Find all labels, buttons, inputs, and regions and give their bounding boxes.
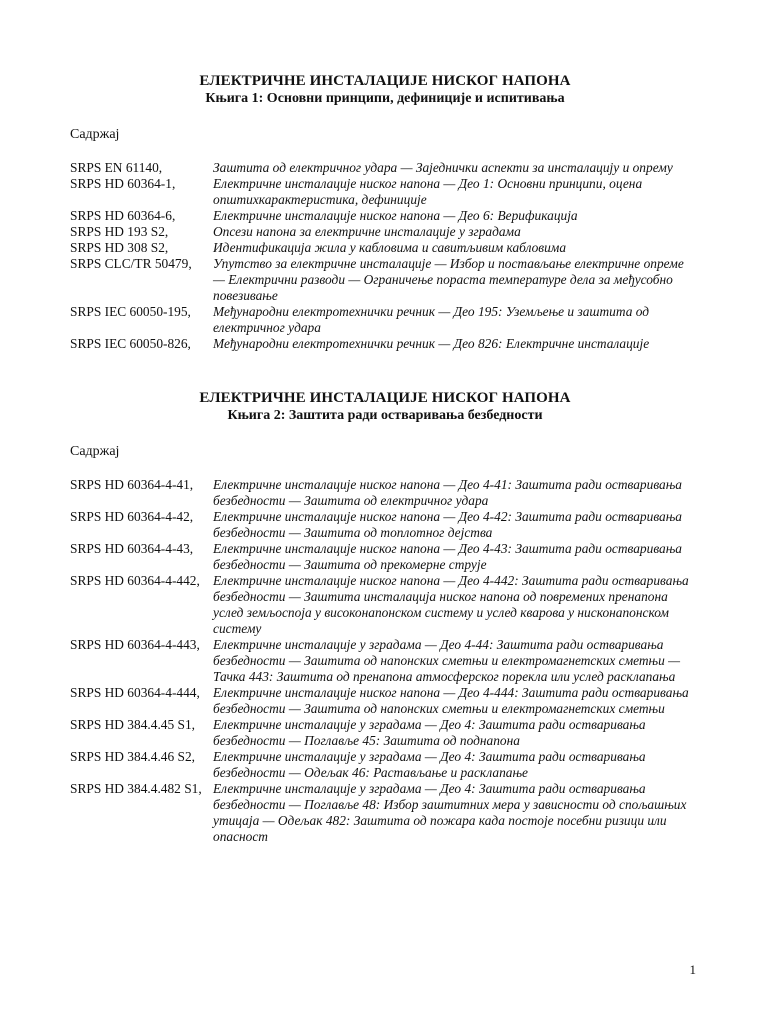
standard-code: SRPS HD 308 S2, [70,240,169,255]
standard-entry [70,256,700,304]
standard-code: SRPS EN 61140, [70,160,163,175]
standard-description: Електричне инсталације у зградама — Део 4: Заштита ради остваривања безбедности — Одељак 46: Растављање и расклапање [213,749,646,780]
standard-entry [70,160,700,176]
standard-description: Електричне инсталације ниског напона — Део 4-41: Заштита ради остваривања безбедности — Заштита од електричног удара [213,477,682,508]
standard-description: Електричне инсталације у зградама — Део 4-44: Заштита ради остваривања безбедности — Заштита од напонских сметњи и електромагнетских сметњи — Тачка 443: Заштита од пренапона атмосферског порекла или услед расклапања [213,637,681,684]
standard-entry [70,573,700,637]
standard-entry [70,477,700,509]
book-2-section [70,389,700,845]
standard-description: Опсези напона за електричне инсталације у зградама [213,224,521,239]
standard-code: SRPS HD 384.4.45 S1, [70,717,196,732]
book-2-subtitle: Књига 2: Заштита ради остваривања безбедности [227,408,543,423]
standard-description: Електричне инсталације ниског напона — Део 1: Основни принципи, оцена општихкарактеристика, дефиниције [213,176,643,207]
standard-description: Упутство за електричне инсталације — Избор и постављање електричне опреме — Електрични разводи — Ограничење пораста температуре дела за међусобно повезивање [213,256,684,303]
standard-code: SRPS HD 384.4.46 S2, [70,749,196,764]
book-2-contents-label: Садржај [70,444,120,459]
standard-entry [70,176,700,208]
standard-entry [70,637,700,685]
standard-entry [70,541,700,573]
book-2-entry-list [70,477,700,845]
standard-entry [70,685,700,717]
standard-description: Електричне инсталације ниског напона — Део 4-444: Заштита ради остваривања безбедности — Заштита од напонских сметњи и електромагнетских сметњи [213,685,689,716]
standard-description: Заштита од електричног удара — Заједнички аспекти за инсталацију и опрему [213,160,673,175]
standard-description: Међународни електротехнички речник — Део 826: Електричне инсталације [213,336,650,351]
standard-description: Електричне инсталације ниског напона — Део 4-43: Заштита ради остваривања безбедности — Заштита од прекомерне струје [213,541,682,572]
book-1-entry-list [70,160,700,352]
page-number: 1 [689,962,696,977]
standard-entry [70,509,700,541]
standard-code: SRPS IEC 60050-826, [70,336,191,351]
standard-entry [70,304,700,336]
standard-entry [70,336,700,352]
standard-description: Електричне инсталације ниског напона — Део 4-42: Заштита ради остваривања безбедности — Заштита од топлотног дејства [213,509,682,540]
standard-code: SRPS HD 60364-4-444, [70,685,200,700]
standard-code: SRPS HD 60364-4-41, [70,477,194,492]
standard-code: SRPS HD 384.4.482 S1, [70,781,202,796]
standard-code: SRPS HD 60364-4-443, [70,637,200,652]
standard-entry [70,749,700,781]
standard-description: Електричне инсталације ниског напона — Део 6: Верификација [213,208,578,223]
standard-code: SRPS HD 60364-6, [70,208,176,223]
standard-entry [70,208,700,224]
standard-code: SRPS HD 193 S2, [70,224,169,239]
standard-description: Електричне инсталације ниског напона — Део 4-442: Заштита ради остваривања безбедности — Заштита инсталација ниског напона од повремених пренапона услед земљоспоја у високонапонском систему и услед кварова у нисконапонском систему [213,573,689,636]
standard-code: SRPS IEC 60050-195, [70,304,191,319]
standard-entry [70,224,700,240]
book-2-title: ЕЛЕКТРИЧНЕ ИНСТАЛАЦИЈЕ НИСКОГ НАПОНА [199,390,571,406]
book-1-section [70,72,700,352]
standard-code: SRPS CLC/TR 50479, [70,256,192,271]
book-1-subtitle: Књига 1: Основни принципи, дефиниције и испитивања [205,91,565,106]
book-1-contents-label: Садржај [70,127,120,142]
standard-description: Електричне инсталације у зградама — Део 4: Заштита ради остваривања безбедности — Поглавље 45: Заштита од поднапона [213,717,646,748]
standard-code: SRPS HD 60364-1, [70,176,176,191]
standard-description: Идентификација жила у кабловима и савитљивим кабловима [213,240,567,255]
standard-code: SRPS HD 60364-4-442, [70,573,200,588]
standard-description: Електричне инсталације у зградама — Део 4: Заштита ради остваривања безбедности — Поглавље 48: Избор заштитних мера у зависности од спољашњих утицаја — Одељак 482: Заштита од пожара када постоје посебни ризици или опасност [213,781,687,844]
standard-description: Међународни електротехнички речник — Део 195: Уземљење и заштита од електричног удара [213,304,650,335]
standard-code: SRPS HD 60364-4-43, [70,541,194,556]
standard-code: SRPS HD 60364-4-42, [70,509,194,524]
standard-entry [70,781,700,845]
standard-entry [70,717,700,749]
standard-entry [70,240,700,256]
book-1-title: ЕЛЕКТРИЧНЕ ИНСТАЛАЦИЈЕ НИСКОГ НАПОНА [199,73,571,89]
